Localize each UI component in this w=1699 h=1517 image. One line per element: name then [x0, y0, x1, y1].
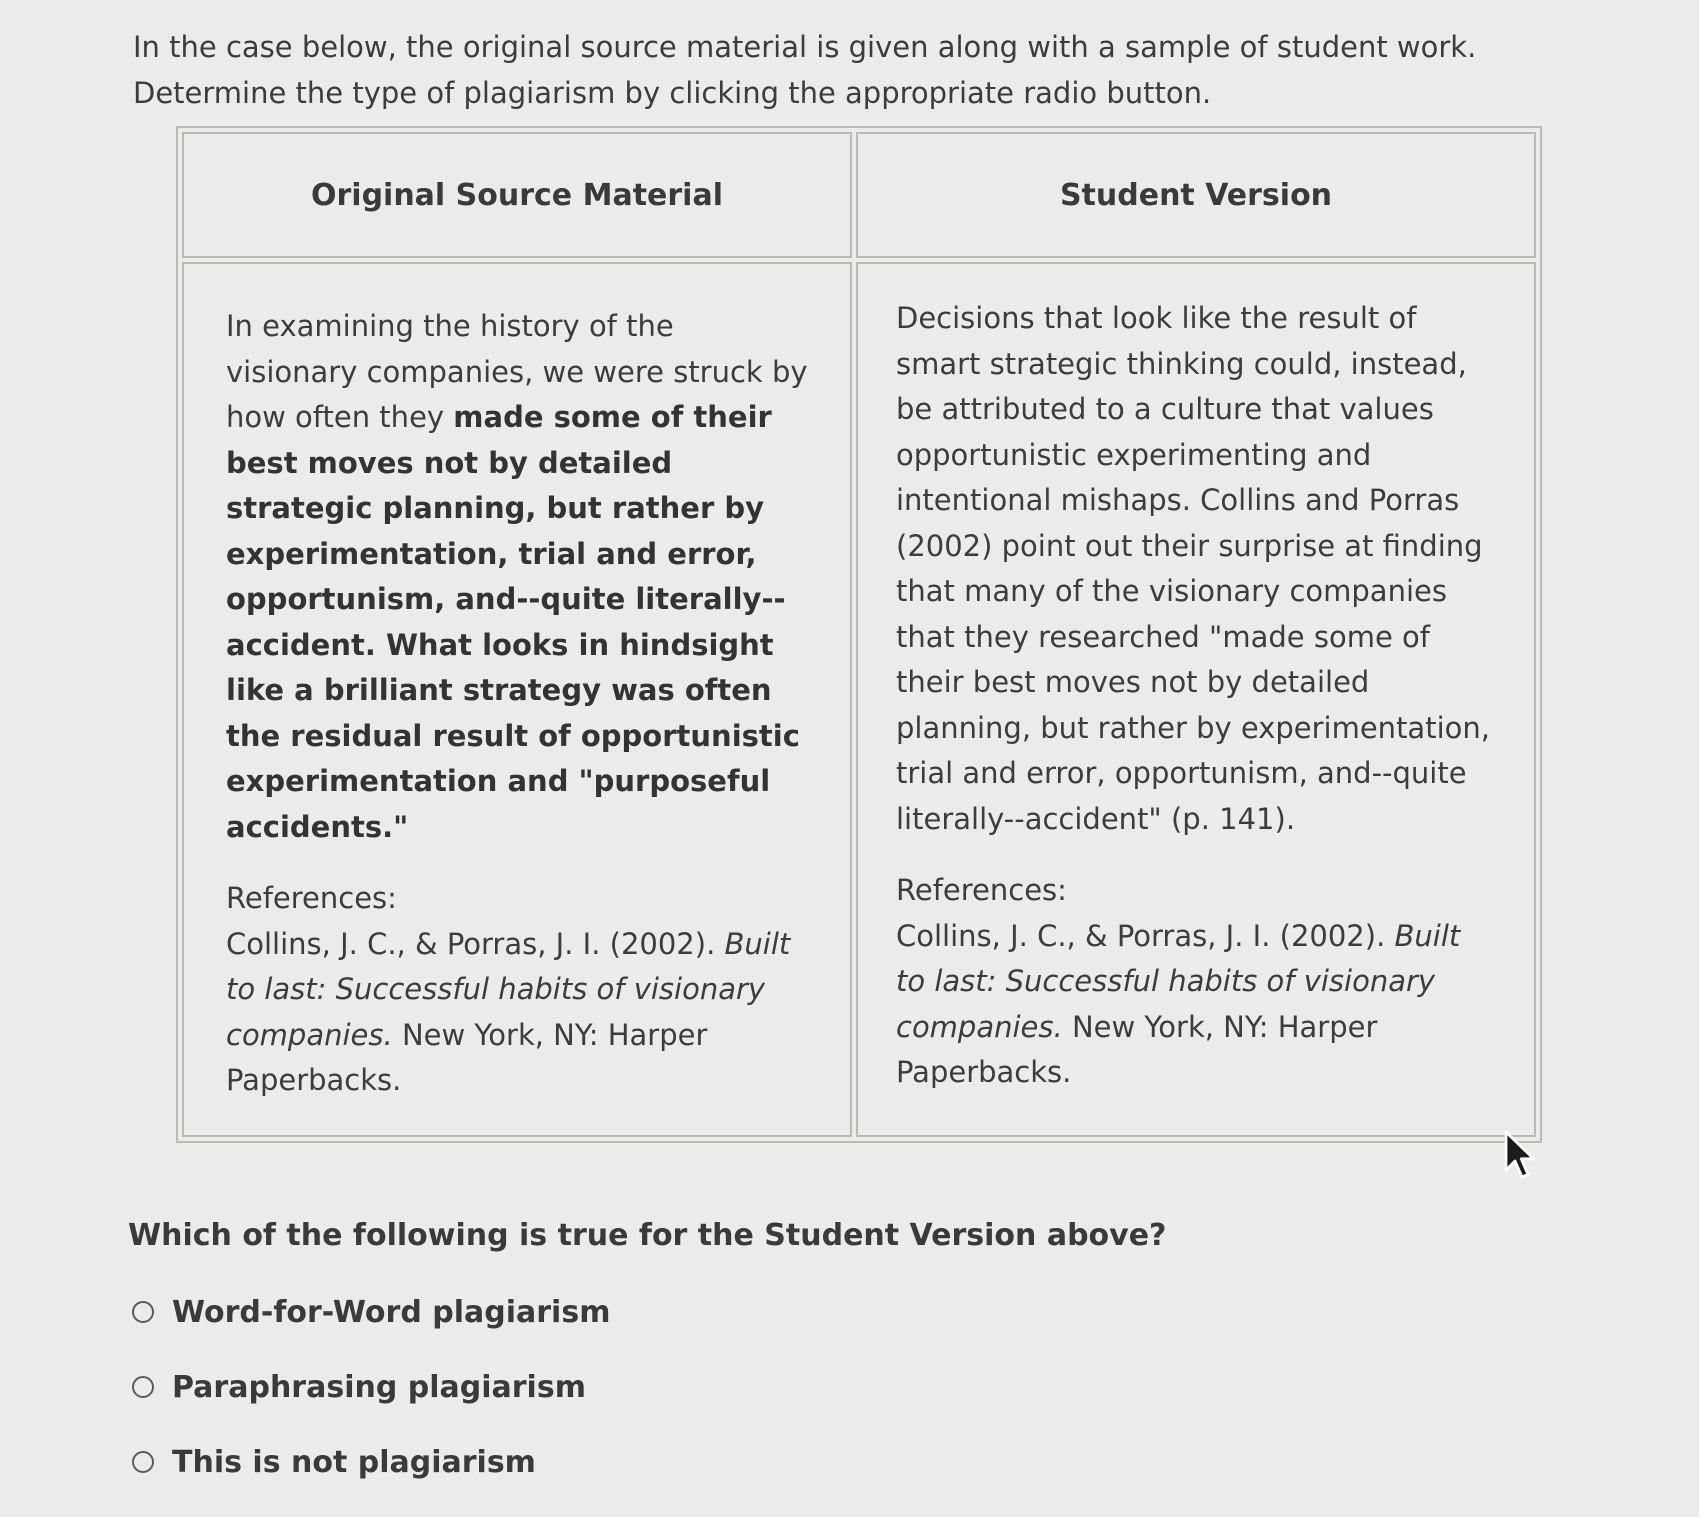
option-label: This is not plagiarism [172, 1444, 536, 1480]
option-label: Paraphrasing plagiarism [172, 1369, 586, 1405]
comparison-table [176, 126, 1542, 1143]
citation-authors: Collins, J. C., & Porras, J. I. (2002). [896, 918, 1395, 953]
option-label: Word-for-Word plagiarism [172, 1294, 611, 1330]
original-passage-bold: made some of their best moves not by detailed strategic planning, but rather by experimentation, trial and error, opportunism, and--quite literally--accident. What looks in hindsight like a brilliant strategy was often the residual result of opportunistic experimentation and "purposeful accidents." [226, 400, 800, 844]
question-prompt: Which of the following is true for the Student Version above? [128, 1218, 1167, 1253]
citation-authors: Collins, J. C., & Porras, J. I. (2002). [226, 926, 725, 961]
original-passage [226, 304, 814, 850]
header-original-source: Original Source Material [182, 132, 852, 258]
instructions-line-2: Determine the type of plagiarism by clicking the appropriate radio button. [133, 76, 1212, 110]
answer-options [132, 1292, 610, 1517]
references-label: References: [896, 873, 1067, 907]
citation-title: Built to last: Successful habits of visionary companies. [896, 918, 1461, 1044]
student-references [896, 868, 1494, 1096]
mouse-pointer-icon [1504, 1130, 1544, 1182]
student-version-cell [856, 262, 1536, 1137]
header-student-version: Student Version [856, 132, 1536, 258]
original-references [226, 876, 814, 1104]
radio-button[interactable] [132, 1301, 154, 1323]
student-passage: Decisions that look like the result of smart strategic thinking could, instead, be attributed to a culture that values opportunistic experimenting and intentional mishaps. Collins and Porras (2002) point out their surprise at finding that many of the visionary companies that they researched "made some of their best moves not by detailed planning, but rather by experimentation, trial and error, opportunism, and--quite literally--accident" (p. 141). [896, 301, 1490, 836]
radio-button[interactable] [132, 1451, 154, 1473]
citation-publisher: New York, NY: Harper Paperbacks. [226, 1017, 708, 1097]
instructions [133, 24, 1533, 116]
radio-button[interactable] [132, 1376, 154, 1398]
original-passage-intro: In examining the history of the visionary companies, we were struck by how often they [226, 309, 808, 434]
option-paraphrasing[interactable] [132, 1367, 610, 1407]
option-word-for-word[interactable] [132, 1292, 610, 1332]
references-label: References: [226, 881, 397, 915]
citation-publisher: New York, NY: Harper Paperbacks. [896, 1009, 1378, 1089]
original-source-cell [182, 262, 852, 1137]
option-not-plagiarism[interactable] [132, 1442, 610, 1482]
instructions-line-1: In the case below, the original source material is given along with a sample of student work. [133, 30, 1477, 64]
citation-title: Built to last: Successful habits of visionary companies. [226, 926, 791, 1052]
